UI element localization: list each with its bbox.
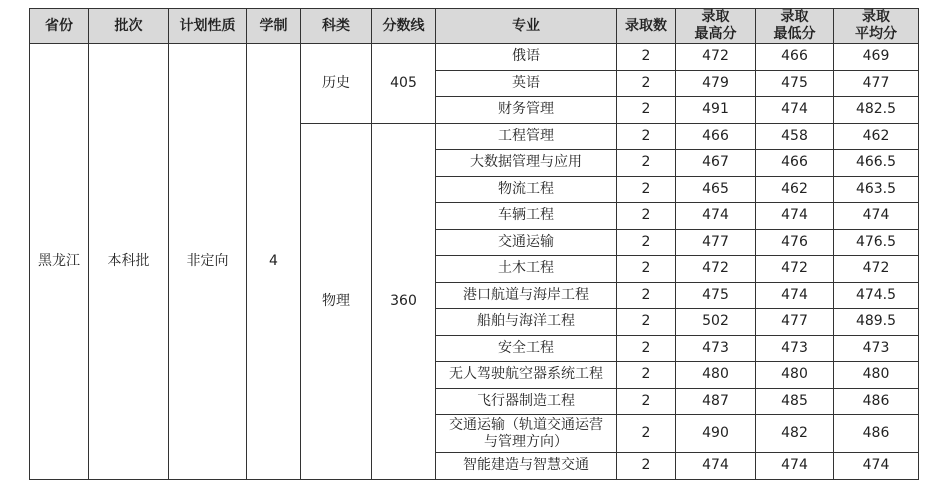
major-cell: 大数据管理与应用 (436, 150, 617, 177)
major-cell: 财务管理 (436, 97, 617, 124)
major-cell: 港口航道与海岸工程 (436, 282, 617, 309)
avg-score-cell: 462 (834, 123, 919, 150)
min-score-cell: 475 (756, 70, 834, 97)
admit-count-cell: 2 (617, 70, 676, 97)
max-score-cell: 472 (676, 44, 756, 71)
major-cell: 智能建造与智慧交通 (436, 453, 617, 480)
admit-count-cell: 2 (617, 282, 676, 309)
admit-count-cell: 2 (617, 309, 676, 336)
max-score-cell: 466 (676, 123, 756, 150)
header-batch: 批次 (89, 9, 169, 44)
max-score-cell: 475 (676, 282, 756, 309)
major-cell: 英语 (436, 70, 617, 97)
table-header (30, 9, 919, 44)
major-cell: 工程管理 (436, 123, 617, 150)
header-major: 专业 (436, 9, 617, 44)
header-province: 省份 (30, 9, 89, 44)
category-cell: 物理 (301, 123, 372, 479)
avg-score-cell: 469 (834, 44, 919, 71)
table-row (30, 44, 919, 71)
table-body (30, 44, 919, 480)
avg-score-cell: 472 (834, 256, 919, 283)
major-cell: 交通运输（轨道交通运营 与管理方向） (436, 415, 617, 453)
avg-score-cell: 463.5 (834, 176, 919, 203)
max-score-cell: 480 (676, 362, 756, 389)
admit-count-cell: 2 (617, 176, 676, 203)
min-score-cell: 466 (756, 44, 834, 71)
max-score-cell: 502 (676, 309, 756, 336)
admit-count-cell: 2 (617, 388, 676, 415)
min-score-cell: 476 (756, 229, 834, 256)
header-row (30, 9, 919, 44)
avg-score-cell: 474 (834, 453, 919, 480)
admit-count-cell: 2 (617, 256, 676, 283)
min-score-cell: 485 (756, 388, 834, 415)
avg-score-cell: 466.5 (834, 150, 919, 177)
max-score-cell: 465 (676, 176, 756, 203)
max-score-cell: 473 (676, 335, 756, 362)
major-cell: 无人驾驶航空器系统工程 (436, 362, 617, 389)
min-score-cell: 480 (756, 362, 834, 389)
admit-count-cell: 2 (617, 44, 676, 71)
category-cell: 历史 (301, 44, 372, 124)
admit-count-cell: 2 (617, 453, 676, 480)
batch-cell: 本科批 (89, 44, 169, 480)
avg-score-cell: 489.5 (834, 309, 919, 336)
admit-count-cell: 2 (617, 229, 676, 256)
cutoff-cell: 360 (372, 123, 436, 479)
min-score-cell: 462 (756, 176, 834, 203)
avg-score-cell: 474.5 (834, 282, 919, 309)
min-score-cell: 474 (756, 453, 834, 480)
max-score-cell: 472 (676, 256, 756, 283)
admit-count-cell: 2 (617, 150, 676, 177)
admit-count-cell: 2 (617, 203, 676, 230)
header-min-score: 录取 最低分 (756, 9, 834, 44)
max-score-cell: 474 (676, 453, 756, 480)
min-score-cell: 477 (756, 309, 834, 336)
header-duration: 学制 (247, 9, 301, 44)
min-score-cell: 472 (756, 256, 834, 283)
header-avg-score: 录取 平均分 (834, 9, 919, 44)
max-score-cell: 487 (676, 388, 756, 415)
max-score-cell: 477 (676, 229, 756, 256)
min-score-cell: 474 (756, 97, 834, 124)
max-score-cell: 479 (676, 70, 756, 97)
major-cell: 飞行器制造工程 (436, 388, 617, 415)
avg-score-cell: 474 (834, 203, 919, 230)
avg-score-cell: 473 (834, 335, 919, 362)
province-cell: 黑龙江 (30, 44, 89, 480)
duration-cell: 4 (247, 44, 301, 480)
admit-count-cell: 2 (617, 362, 676, 389)
header-cutoff: 分数线 (372, 9, 436, 44)
avg-score-cell: 482.5 (834, 97, 919, 124)
plan-type-cell: 非定向 (169, 44, 247, 480)
avg-score-cell: 480 (834, 362, 919, 389)
max-score-cell: 474 (676, 203, 756, 230)
max-score-cell: 467 (676, 150, 756, 177)
major-cell: 土木工程 (436, 256, 617, 283)
avg-score-cell: 476.5 (834, 229, 919, 256)
header-max-score: 录取 最高分 (676, 9, 756, 44)
header-admit-count: 录取数 (617, 9, 676, 44)
header-plan-type: 计划性质 (169, 9, 247, 44)
admit-count-cell: 2 (617, 335, 676, 362)
major-cell: 俄语 (436, 44, 617, 71)
cutoff-cell: 405 (372, 44, 436, 124)
min-score-cell: 482 (756, 415, 834, 453)
admit-count-cell: 2 (617, 415, 676, 453)
admit-count-cell: 2 (617, 97, 676, 124)
major-cell: 安全工程 (436, 335, 617, 362)
avg-score-cell: 477 (834, 70, 919, 97)
max-score-cell: 491 (676, 97, 756, 124)
min-score-cell: 473 (756, 335, 834, 362)
min-score-cell: 466 (756, 150, 834, 177)
header-category: 科类 (301, 9, 372, 44)
admission-table (29, 8, 919, 480)
avg-score-cell: 486 (834, 388, 919, 415)
min-score-cell: 474 (756, 203, 834, 230)
major-cell: 车辆工程 (436, 203, 617, 230)
admit-count-cell: 2 (617, 123, 676, 150)
major-cell: 交通运输 (436, 229, 617, 256)
major-cell: 船舶与海洋工程 (436, 309, 617, 336)
major-cell: 物流工程 (436, 176, 617, 203)
min-score-cell: 458 (756, 123, 834, 150)
avg-score-cell: 486 (834, 415, 919, 453)
min-score-cell: 474 (756, 282, 834, 309)
max-score-cell: 490 (676, 415, 756, 453)
